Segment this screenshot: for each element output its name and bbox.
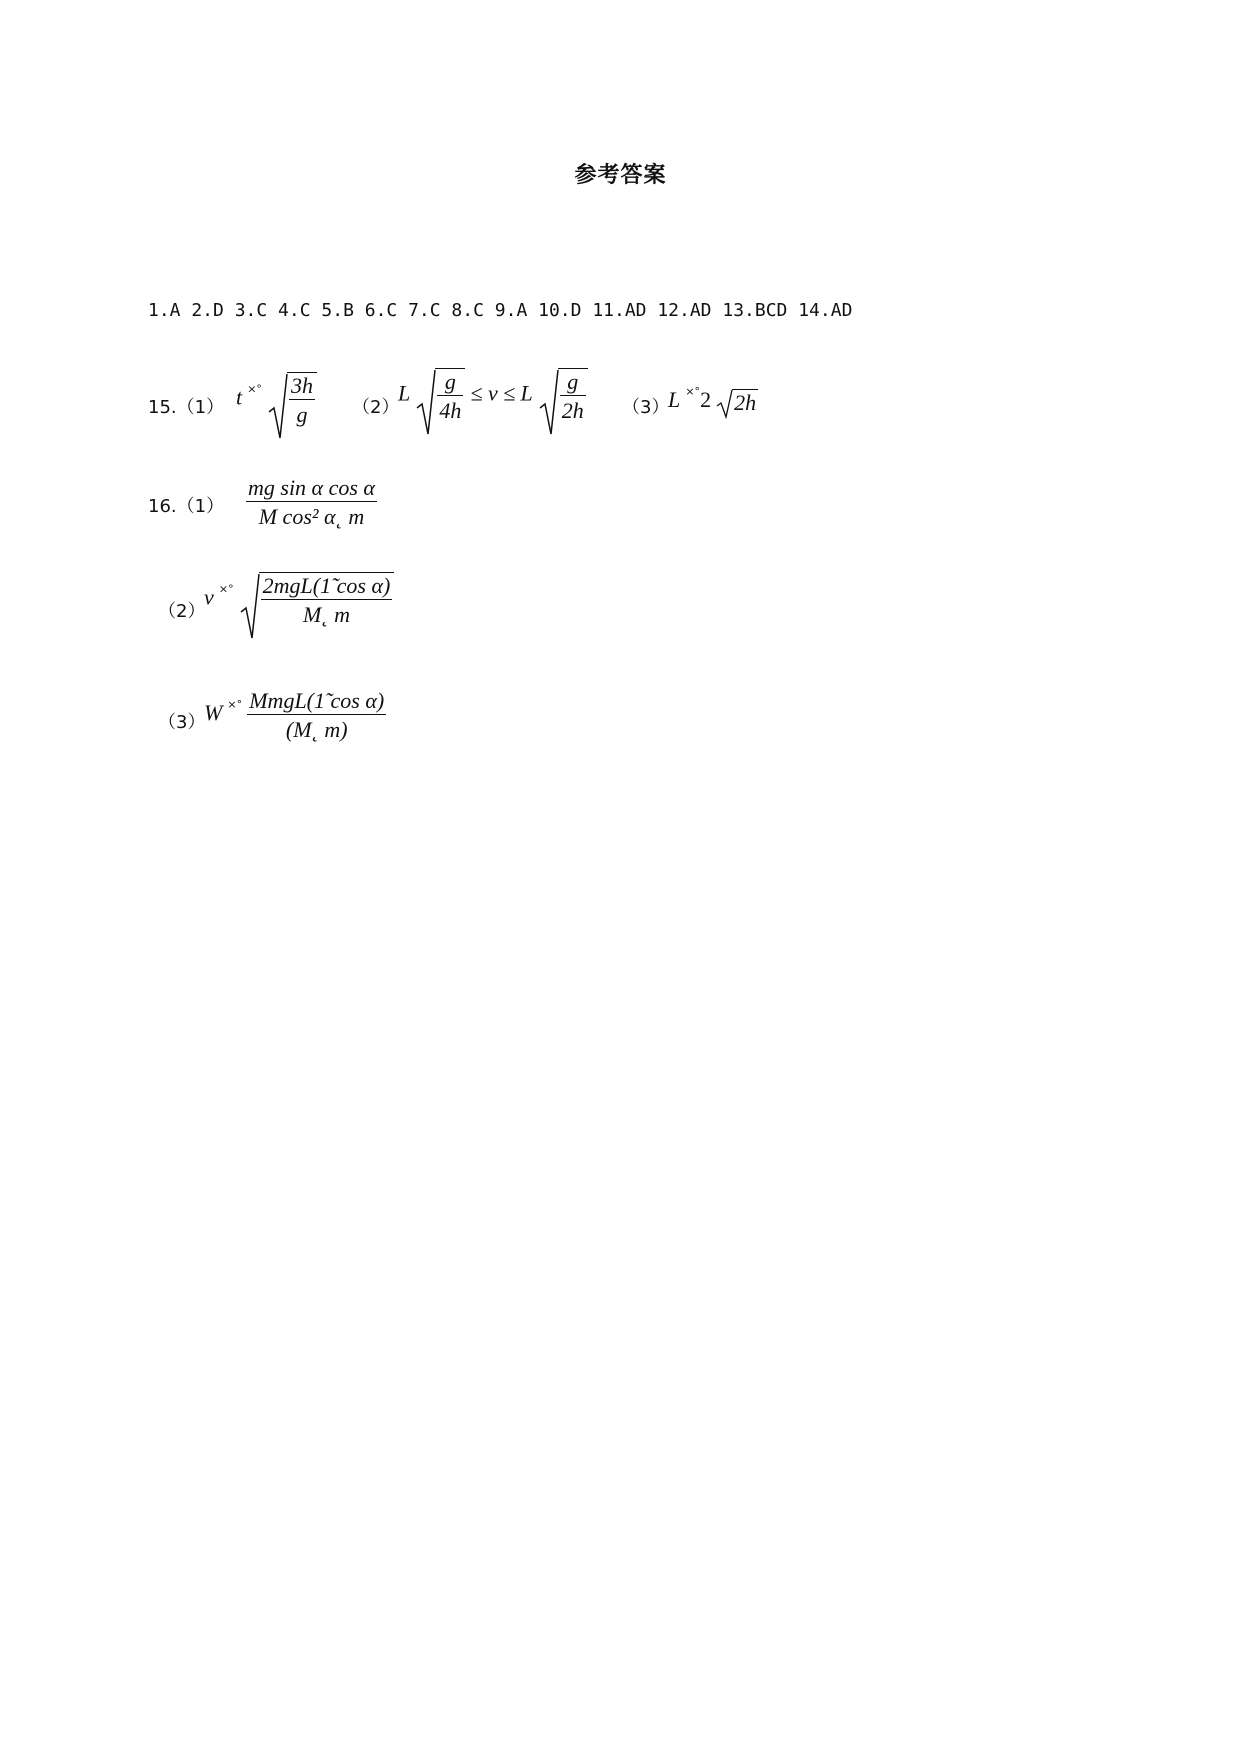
q15-p3-coef: 2 [700,387,712,412]
q15-p2-denominator1: 4h [437,395,463,424]
q15-p3-var: L [668,387,681,412]
q15-p2-sqrt1 [415,368,465,424]
q15-p2-L1: L [398,380,411,406]
q15-p3-radicand: 2h [734,390,757,415]
q15-p2-inequality: ≤ v ≤ [470,380,516,406]
radical-sign-icon [716,389,734,419]
q15-p1-sym: ×° [247,382,262,396]
q15-part3 [668,385,758,416]
q15-part2-label: （2） [352,397,400,418]
q16-p3-sym: ×° [227,698,243,711]
radical-sign-icon [267,372,289,442]
q15-p2-denominator2: 2h [560,395,586,424]
q15-p3-sqrt [716,389,758,416]
q16-part3-label: （3） [158,712,206,733]
q16-p1-numerator: mg sin α cos α [248,475,375,500]
q15-p1-denominator: g [289,399,315,428]
q15-label: 15.（1） [148,397,225,418]
radical-sign-icon [538,368,560,438]
q16-p3-var: W [204,700,223,725]
radical-sign-icon [239,572,261,642]
q16-p2-denominator: M˛ m [261,599,393,628]
q15-p2-numerator2: g [567,369,579,394]
q16-part2 [204,572,394,628]
q15-p2-numerator1: g [444,369,456,394]
multiple-choice-answers: 1.A 2.D 3.C 4.C 5.B 6.C 7.C 8.C 9.A 10.D 11.AD 12.AD 13.BCD 14.AD [148,300,853,321]
q15-p1-numerator: 3h [291,373,314,398]
q15-part2 [398,368,588,424]
q15-p2-L2: L [520,380,533,406]
q16-part1 [246,475,377,530]
q16-label: 16.（1） [148,496,225,517]
q16-part2-label: （2） [158,601,206,622]
q16-part3 [204,688,386,743]
q15-p1-var: t [236,384,243,410]
q15-p1-sqrt [267,372,317,428]
q16-p2-numerator: 2mgL(1̃ cos α) [262,573,391,598]
q15-part3-label: （3） [622,397,670,418]
q16-p3-numerator: MmgL(1̃ cos α) [249,688,385,713]
q16-p2-sqrt [239,572,395,628]
q16-p3-denominator: (M˛ m) [247,714,386,743]
page-title: 参考答案 [574,163,667,188]
q15-part1 [236,372,317,428]
radical-sign-icon [415,368,437,438]
q15-p3-sym: ×° [685,385,701,398]
q15-p2-sqrt2 [538,368,588,424]
q16-p2-var: v [204,584,214,610]
q16-p1-denominator: M cos² α˛ m [246,501,377,530]
q16-p2-sym: ×° [218,582,234,596]
